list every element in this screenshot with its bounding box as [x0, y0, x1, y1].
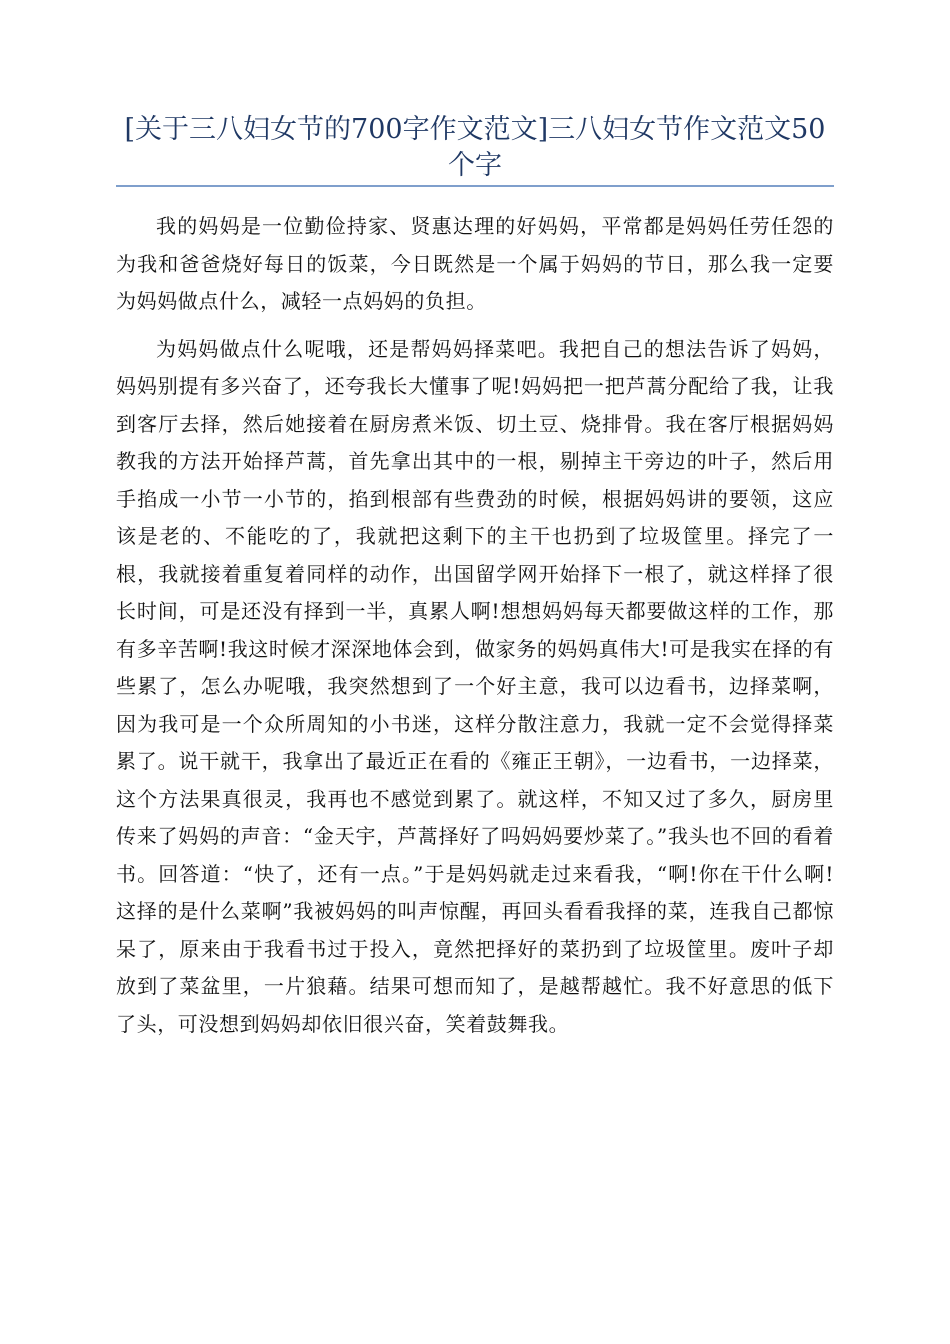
paragraph-1: 我的妈妈是一位勤俭持家、贤惠达理的好妈妈，平常都是妈妈任劳任怨的为我和爸爸烧好每日的饭菜，今日既然是一个属于妈妈的节日，那么我一定要为妈妈做点什么，减轻一点妈妈的负担。 — [116, 214, 834, 313]
document-title: [关于三八妇女节的700字作文范文]三八妇女节作文范文50个字 — [124, 114, 826, 181]
document-body — [116, 208, 834, 1053]
title-block — [116, 112, 834, 184]
paragraph-2: 为妈妈做点什么呢哦，还是帮妈妈择菜吧。我把自己的想法告诉了妈妈，妈妈别提有多兴奋了，还夸我长大懂事了呢!妈妈把一把芦蒿分配给了我，让我到客厅去择，然后她接着在厨房煮米饭、切土豆、烧排骨。我在客厅根据妈妈教我的方法开始择芦蒿，首先拿出其中的一根，剔掉主干旁边的叶子，然后用手掐成一小节一小节的，掐到根部有些费劲的时候，根据妈妈讲的要领，这应该是老的、不能吃的了，我就把这剩下的主干也扔到了垃圾筐里。择完了一根，我就接着重复着同样的动作，出国留学网开始择下一根了，就这样择了很长时间，可是还没有择到一半，真累人啊!想想妈妈每天都要做这样的工作，那有多辛苦啊!我这时候才深深地体会到，做家务的妈妈真伟大!可是我实在择的有些累了，怎么办呢哦，我突然想到了一个好主意，我可以边看书，边择菜啊，因为我可是一个众所周知的小书迷，这样分散注意力，我就一定不会觉得择菜累了。说干就干，我拿出了最近正在看的《雍正王朝》，一边看书，一边择菜，这个方法果真很灵，我再也不感觉到累了。就这样，不知又过了多久，厨房里传来了妈妈的声音：“金天宇，芦蒿择好了吗妈妈要炒菜了。”我头也不回的看着书。回答道：“快了，还有一点。”于是妈妈就走过来看我，“啊!你在干什么啊!这择的是什么菜啊”我被妈妈的叫声惊醒，再回头看看我择的菜，连我自己都惊呆了，原来由于我看书过于投入，竟然把择好的菜扔到了垃圾筐里。废叶子却放到了菜盆里，一片狼藉。结果可想而知了，是越帮越忙。我不好意思的低下了头，可没想到妈妈却依旧很兴奋，笑着鼓舞我。 — [116, 336, 834, 1036]
title-underline — [116, 185, 834, 187]
